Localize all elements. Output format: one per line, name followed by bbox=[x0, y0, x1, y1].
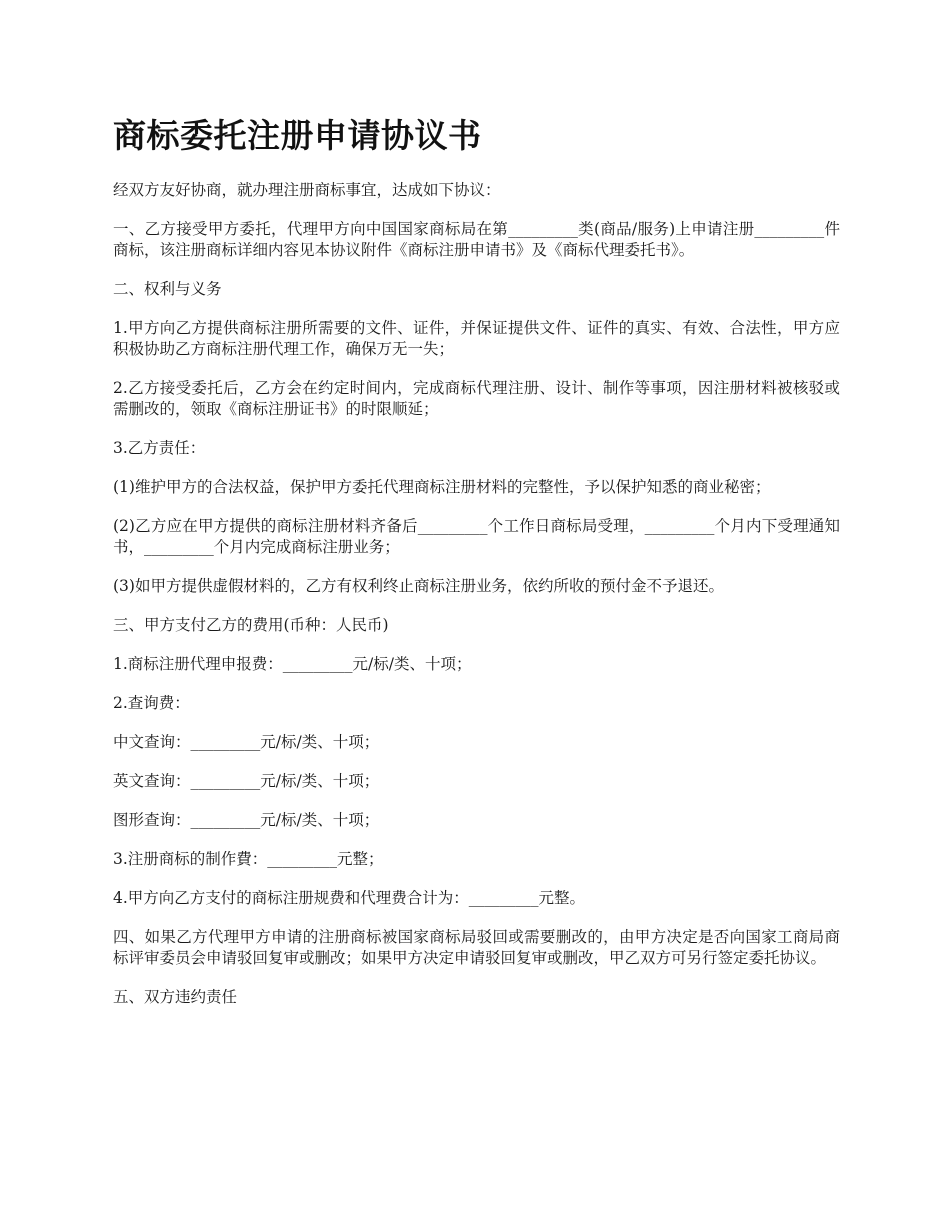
rights-item-2: 2.乙方接受委托后，乙方会在约定时间内，完成商标代理注册、设计、制作等事项，因注册材料被核驳或需删改的，领取《商标注册证书》的时限顺延； bbox=[113, 379, 840, 418]
section-fees-heading: 三、甲方支付乙方的费用(币种：人民币) bbox=[113, 616, 389, 634]
intro-paragraph: 经双方友好协商，就办理注册商标事宜，达成如下协议： bbox=[113, 181, 501, 199]
rights-item-1: 1.甲方向乙方提供商标注册所需要的文件、证件，并保证提供文件、证件的真实、有效、合法性，甲方应积极协助乙方商标注册代理工作，确保万无一失； bbox=[113, 319, 840, 358]
responsibility-item-1: (1)维护甲方的合法权益，保护甲方委托代理商标注册材料的完整性，予以保护知悉的商业秘密； bbox=[113, 478, 771, 496]
section-rights-heading: 二、权利与义务 bbox=[113, 280, 222, 298]
responsibility-item-3: (3)如甲方提供虚假材料的，乙方有权利终止商标注册业务，依约所收的预付金不予退还。 bbox=[113, 577, 724, 595]
document-page bbox=[113, 112, 840, 1026]
fee-chinese-query: 中文查询：_________元/标/类、十项； bbox=[113, 733, 380, 751]
clause-1-paragraph: 一、乙方接受甲方委托，代理甲方向中国国家商标局在第_________类(商品/服务)上申请注册_________件商标，该注册商标详细内容见本协议附件《商标注册申请书》及《商标代理委托书》。 bbox=[113, 220, 840, 259]
fee-item-1: 1.商标注册代理申报费：_________元/标/类、十项； bbox=[113, 655, 472, 673]
responsibility-item-2: (2)乙方应在甲方提供的商标注册材料齐备后_________个工作日商标局受理，_________个月内下受理通知书，_________个月内完成商标注册业务； bbox=[113, 517, 840, 556]
rights-item-3-heading: 3.乙方责任： bbox=[113, 439, 206, 457]
fee-graphic-query: 图形查询：_________元/标/类、十项； bbox=[113, 811, 380, 829]
document-title: 商标委托注册申请协议书 bbox=[113, 116, 482, 155]
fee-english-query: 英文查询：_________元/标/类、十项； bbox=[113, 772, 380, 790]
section-breach-heading: 五、双方违约责任 bbox=[113, 988, 238, 1006]
fee-item-3: 3.注册商标的制作費：_________元整； bbox=[113, 850, 384, 868]
clause-4-paragraph: 四、如果乙方代理甲方申请的注册商标被国家商标局驳回或需要删改的，由甲方决定是否向国家工商局商标评审委员会申请驳回复审或删改；如果甲方决定申请驳回复审或删改，甲乙双方可另行签定委托协议。 bbox=[113, 928, 840, 967]
fee-item-4: 4.甲方向乙方支付的商标注册规费和代理费合计为：_________元整。 bbox=[113, 889, 586, 907]
fee-item-2-heading: 2.查询费： bbox=[113, 694, 190, 712]
